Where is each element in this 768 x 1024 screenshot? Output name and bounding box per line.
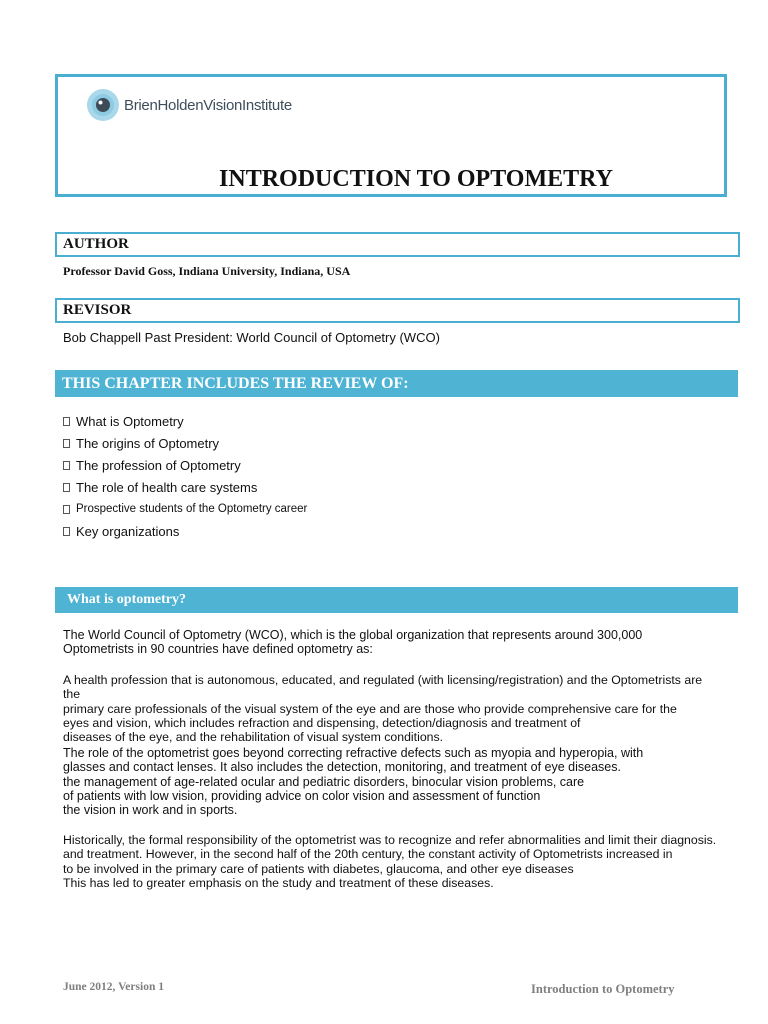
checkbox-bullet-icon <box>63 505 70 514</box>
revisor-label: REVISOR <box>55 298 740 323</box>
section-heading: What is optometry? <box>55 587 738 613</box>
intro-paragraph <box>63 628 721 657</box>
text-line: glasses and contact lenses. It also includes the detection, monitoring, and treatment of eye diseases. <box>63 760 621 775</box>
footer-version: June 2012, Version 1 <box>63 981 164 993</box>
text-line: and treatment. However, in the second half of the 20th century, the constant activity of Optometrists increased in <box>63 847 673 862</box>
checkbox-bullet-icon <box>63 483 70 492</box>
role-paragraph <box>63 746 721 817</box>
checkbox-bullet-icon <box>63 417 70 426</box>
text-line: Optometrists in 90 countries have defined optometry as: <box>63 642 373 657</box>
checkbox-bullet-icon <box>63 461 70 470</box>
list-item: The profession of Optometry <box>63 454 307 476</box>
list-item: The role of health care systems <box>63 476 307 498</box>
page-title: INTRODUCTION TO OPTOMETRY <box>219 166 613 192</box>
checkbox-bullet-icon <box>63 439 70 448</box>
text-line: primary care professionals of the visual system of the eye and are those who provide comprehensive care for the <box>63 701 677 716</box>
text-line: This has led to greater emphasis on the study and treatment of these diseases. <box>63 875 494 890</box>
definition-paragraph <box>63 673 721 744</box>
text-line: eyes and vision, which includes refraction and dispensing, detection/diagnosis and treatment of <box>63 715 581 730</box>
author-value: Professor David Goss, Indiana University, Indiana, USA <box>63 264 351 278</box>
review-heading: THIS CHAPTER INCLUDES THE REVIEW OF: <box>55 370 738 397</box>
text-line: the vision in work and in sports. <box>63 803 238 818</box>
text-line: of patients with low vision, providing advice on color vision and assessment of function <box>63 788 541 803</box>
list-item: The origins of Optometry <box>63 432 307 454</box>
eye-icon <box>86 88 120 122</box>
text-line: The World Council of Optometry (WCO), which is the global organization that represents around 300,000 <box>63 628 643 642</box>
logo-text: BrienHoldenVisionInstitute <box>124 96 292 114</box>
text-line: diseases of the eye, and the rehabilitation of visual system conditions. <box>63 730 444 745</box>
history-paragraph <box>63 833 721 890</box>
author-label: AUTHOR <box>55 232 740 257</box>
checkbox-bullet-icon <box>63 527 70 536</box>
text-line: the management of age-related ocular and pediatric disorders, binocular vision problems, care <box>63 774 585 789</box>
revisor-value: Bob Chappell Past President: World Council of Optometry (WCO) <box>63 330 440 345</box>
review-list <box>63 410 307 542</box>
footer-title: Introduction to Optometry <box>531 982 675 996</box>
text-line: The role of the optometrist goes beyond correcting refractive defects such as myopia and hyperopia, with <box>63 746 644 760</box>
text-line: A health profession that is autonomous, educated, and regulated (with licensing/registration) and the Optometrists are the <box>63 673 703 702</box>
text-line: to be involved in the primary care of patients with diabetes, glaucoma, and other eye diseases <box>63 861 574 876</box>
text-line: Historically, the formal responsibility of the optometrist was to recognize and refer abnormalities and limit their diagnosis. <box>63 833 717 847</box>
list-item: What is Optometry <box>63 410 307 432</box>
list-item: Key organizations <box>63 520 307 542</box>
list-item: Prospective students of the Optometry career <box>63 498 307 520</box>
institute-logo <box>86 88 292 122</box>
